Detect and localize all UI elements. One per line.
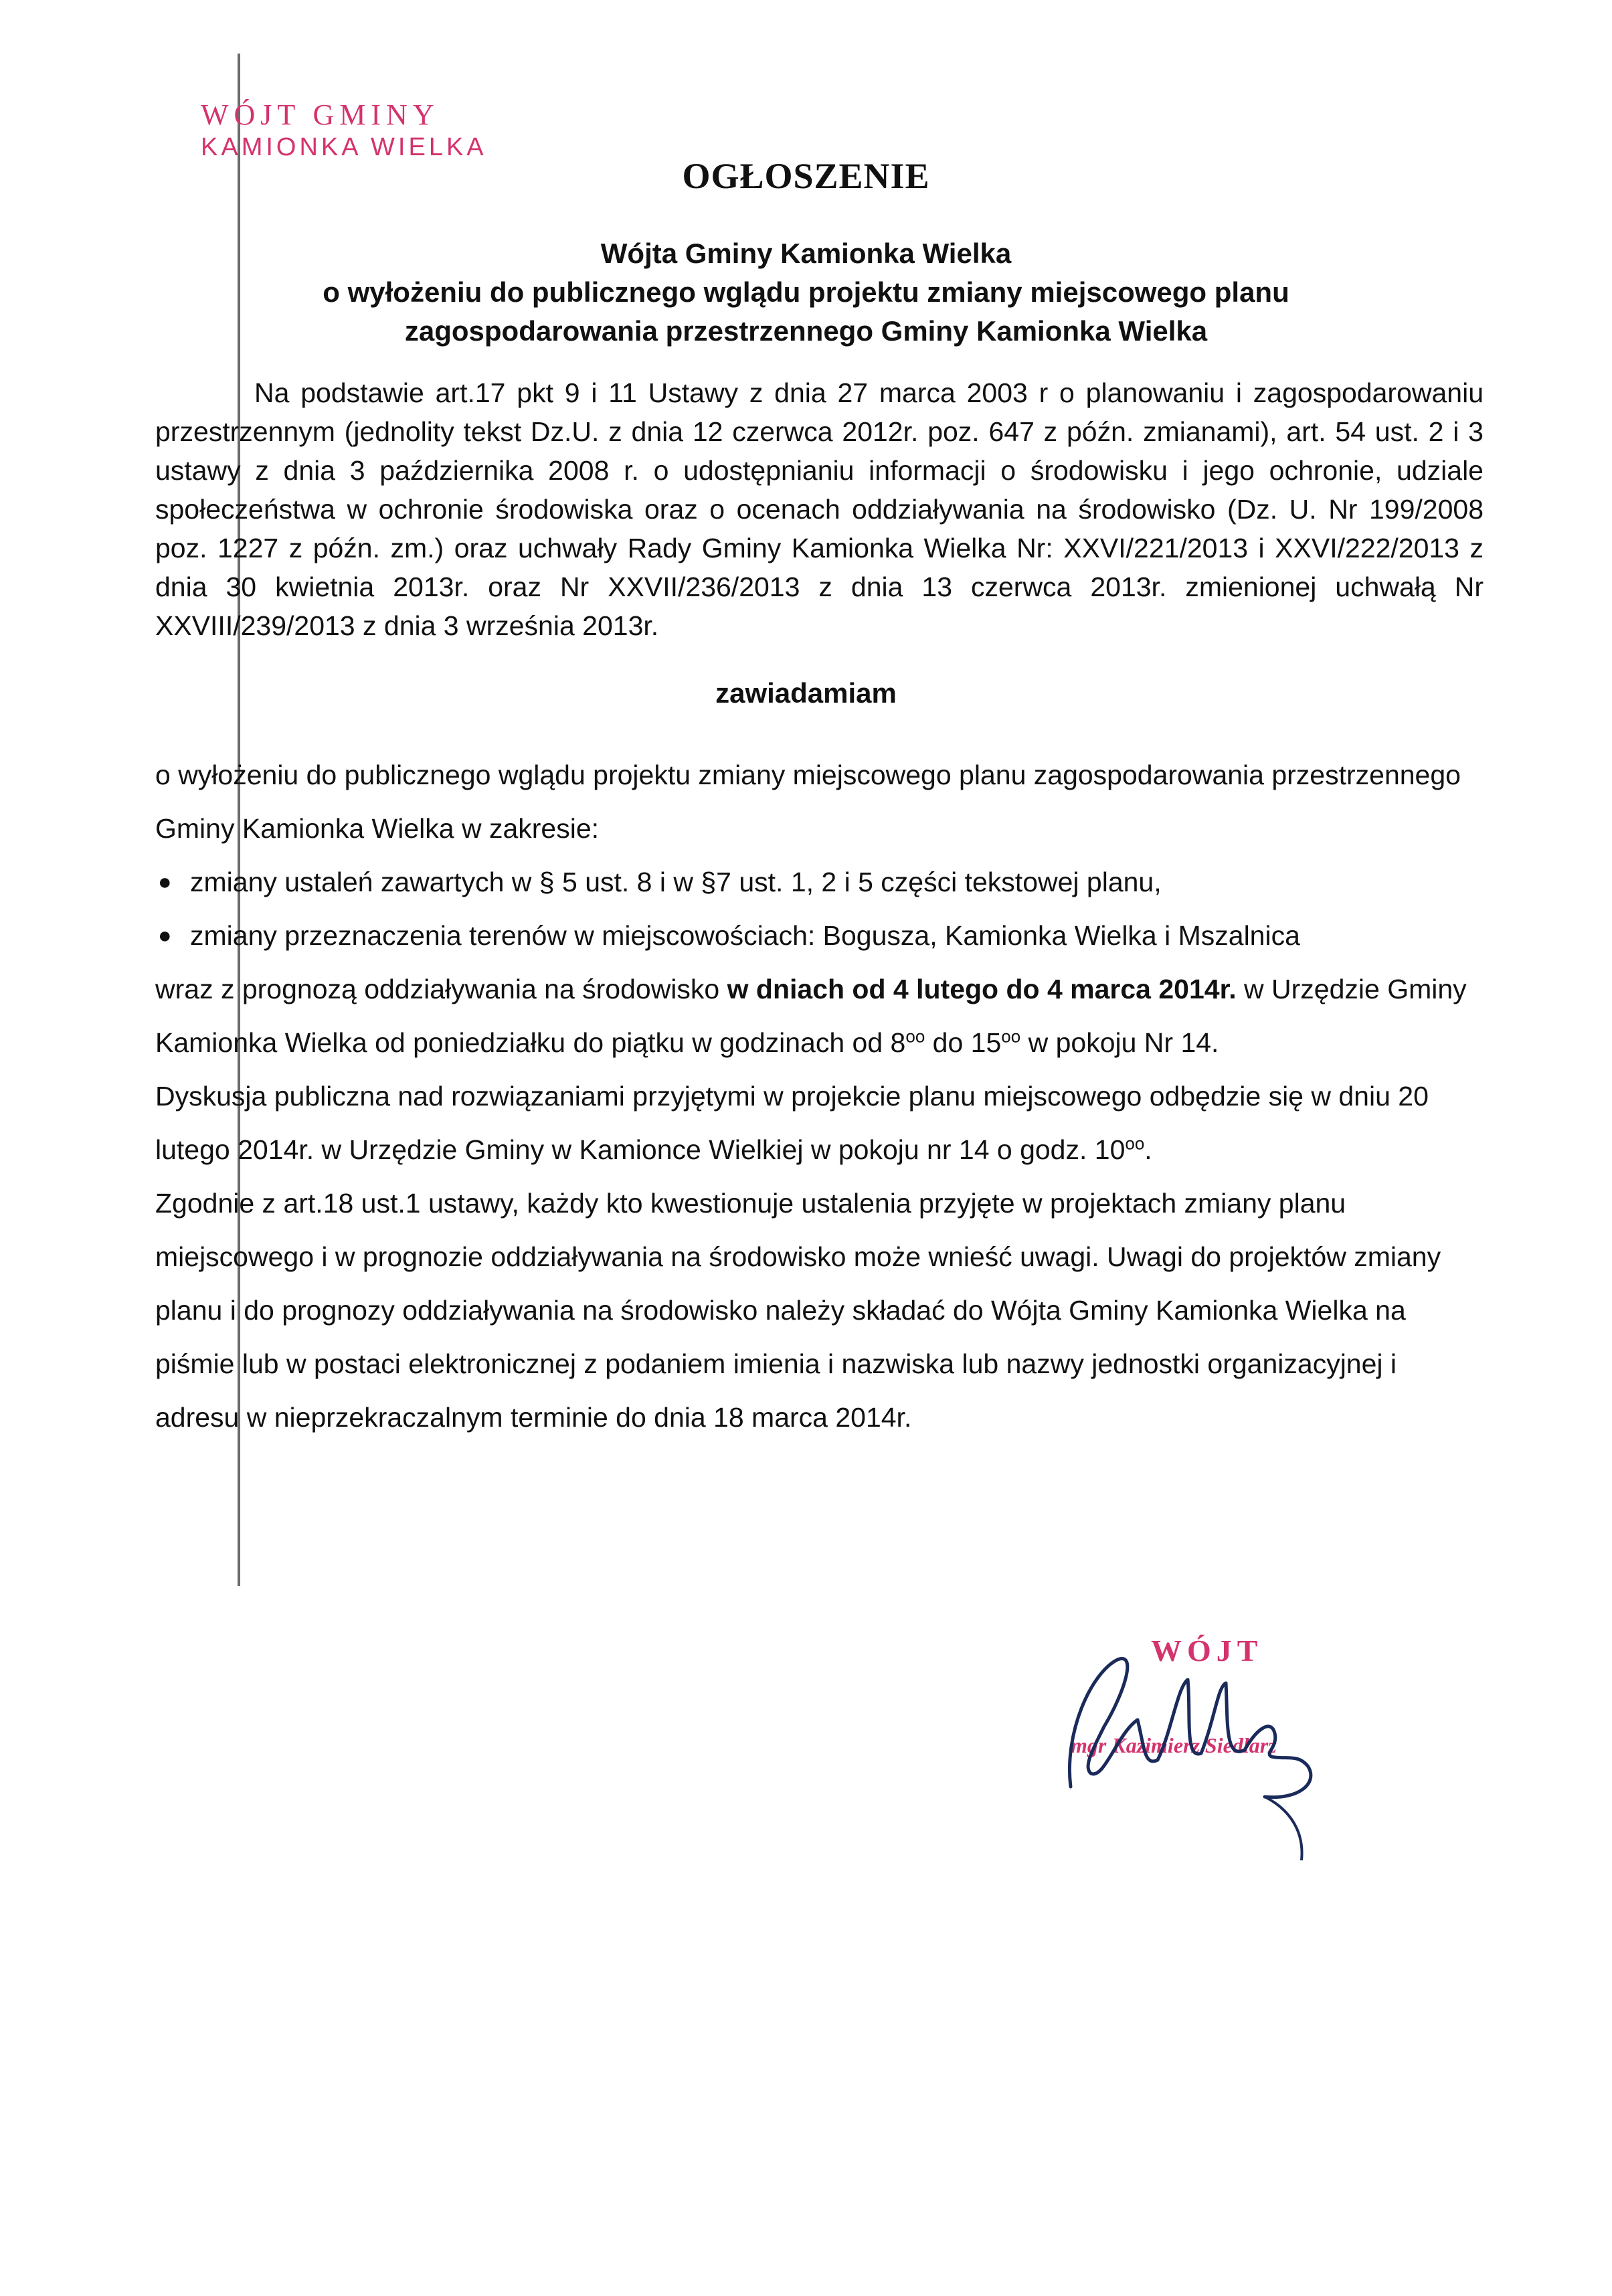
scope-list: [155, 855, 1484, 962]
discussion-paragraph: [155, 1069, 1484, 1176]
list-item: [155, 855, 1484, 909]
handwritten-signature: [1044, 1633, 1392, 1860]
signature-block: [1044, 1633, 1392, 1860]
exhibition-text-to: do 15: [925, 1027, 1002, 1058]
stamp-line-2: KAMIONKA WIELKA: [201, 133, 487, 162]
list-item-text: zmiany ustaleń zawartych w § 5 ust. 8 i w §7 ust. 1, 2 i 5 części tekstowej planu,: [190, 867, 1162, 897]
hour-superscript: oo: [905, 1026, 925, 1047]
legal-basis-paragraph: Na podstawie art.17 pkt 9 i 11 Ustawy z dnia 27 marca 2003 r o planowaniu i zagospodarowaniu przestrzennym (jednolity tekst Dz.U. z dnia 12 czerwca 2012r. poz. 647 z późn. zmianami), art. 54 ust. 2 i 3 ustawy z dnia 3 października 2008 r. o udostępnianiu informacji o środowisku i jego ochronie, udziale społeczeństwa w ochronie środowiska oraz o ocenach oddziaływania na środowisko (Dz. U. Nr 199/2008 poz. 1227 z późn. zm.) oraz uchwały Rady Gminy Kamionka Wielka Nr: XXVI/221/2013 i XXVI/222/2013 z dnia 30 kwietnia 2013r. oraz Nr XXVII/236/2013 z dnia 13 czerwca 2013r. zmienionej uchwałą Nr XXVIII/239/2013 z dnia 3 września 2013r.: [155, 377, 1484, 641]
section-heading: zawiadamiam: [715, 677, 897, 709]
office-stamp: [201, 99, 487, 163]
notice-body: [155, 748, 1484, 1444]
signature-stamp-title: WÓJT: [1151, 1633, 1263, 1668]
list-item: [155, 909, 1484, 962]
document-subtitle: [0, 234, 1612, 351]
exhibition-text-end: w pokoju Nr 14.: [1020, 1027, 1219, 1058]
stamp-line-1: WÓJT GMINY: [201, 98, 440, 131]
discussion-text: Dyskusja publiczna nad rozwiązaniami przyjętymi w projekcie planu miejscowego odbędzie się w dniu 20 lutego 2014r. w Urzędzie Gminy w Kamionce Wielkiej w pokoju nr 14 o godz. 10: [155, 1081, 1429, 1165]
exhibition-text-start: wraz z prognozą oddziaływania na środowisko: [155, 974, 727, 1004]
notice-intro: o wyłożeniu do publicznego wglądu projektu zmiany miejscowego planu zagospodarowania przestrzennego Gminy Kamionka Wielka w zakresie:: [155, 760, 1461, 844]
exhibition-paragraph: [155, 962, 1484, 1069]
subtitle-line-2: o wyłożeniu do publicznego wglądu projektu zmiany miejscowego planu: [323, 276, 1289, 308]
subtitle-line-3: zagospodarowania przestrzennego Gminy Kamionka Wielka: [404, 315, 1208, 347]
exhibition-text-mid: w Urzędzie Gminy Kamionka Wielka od poniedziałku do piątku w godzinach od 8: [155, 974, 1467, 1058]
document-title: OGŁOSZENIE: [682, 156, 930, 196]
signature-stamp-name: mgr Kazimierz Siedlarz: [1071, 1733, 1277, 1757]
subtitle-line-1: Wójta Gminy Kamionka Wielka: [600, 238, 1012, 269]
discussion-text-end: .: [1144, 1134, 1152, 1165]
comments-paragraph: Zgodnie z art.18 ust.1 ustawy, każdy kto kwestionuje ustalenia przyjęte w projektach zmiany planu miejscowego i w prognozie oddziaływania na środowisko może wnieść uwagi. Uwagi do projektów zmiany planu i do prognozy oddziaływania na środowisko należy składać do Wójta Gminy Kamionka Wielka na piśmie lub w postaci elektronicznej z podaniem imienia i nazwiska lub nazwy jednostki organizacyjnej i adresu w nieprzekraczalnym terminie do dnia 18 marca 2014r.: [155, 1188, 1441, 1433]
hour-superscript: oo: [1125, 1133, 1145, 1154]
bullet-icon: ●: [158, 869, 172, 895]
hour-superscript: oo: [1001, 1026, 1021, 1047]
bullet-icon: ●: [158, 923, 172, 948]
exhibition-dates: w dniach od 4 lutego do 4 marca 2014r.: [727, 974, 1237, 1004]
list-item-text: zmiany przeznaczenia terenów w miejscowościach: Bogusza, Kamionka Wielka i Mszalnica: [190, 920, 1300, 951]
